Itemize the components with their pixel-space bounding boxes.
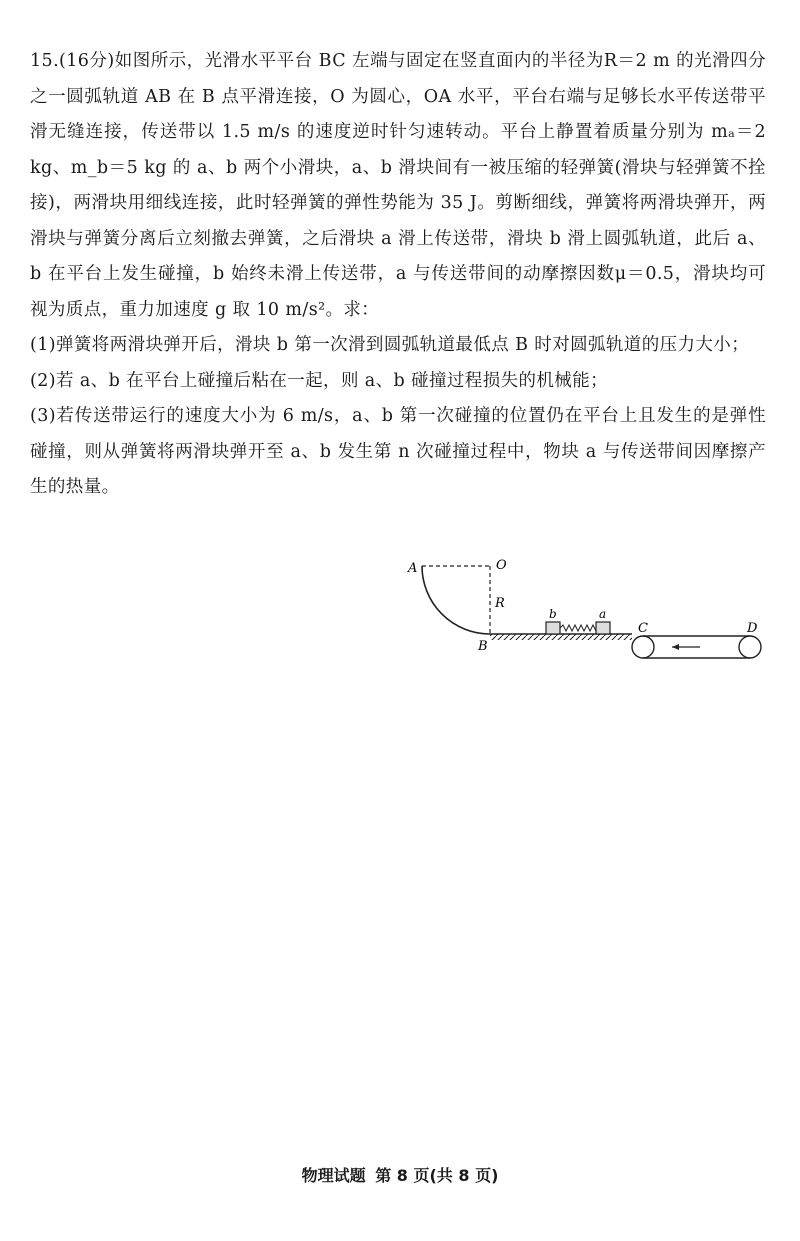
spring	[560, 625, 599, 631]
footer-subject: 物理试题	[301, 1166, 366, 1185]
label-d-point: D	[747, 621, 758, 636]
label-a-point: A	[408, 561, 418, 576]
physics-figure	[400, 552, 770, 672]
platform-hatch	[490, 634, 632, 640]
footer-page: 第 8 页(共 8 页)	[375, 1166, 499, 1185]
label-o-point: O	[496, 558, 507, 573]
pulley-d	[739, 636, 761, 658]
label-c-point: C	[638, 621, 648, 636]
problem-stem	[30, 44, 766, 328]
block-a	[596, 622, 610, 634]
arc-track	[422, 566, 490, 634]
problem-number: 15.	[30, 51, 60, 71]
arrow-head-icon	[672, 644, 679, 650]
page-footer	[0, 1163, 800, 1186]
figure-svg	[400, 552, 770, 672]
problem-15	[30, 44, 766, 506]
problem-stem-text: 如图所示，光滑水平平台 BC 左端与固定在竖直面内的半径为R＝2 m 的光滑四分之一圆弧轨道 AB 在 B 点平滑连接，O 为圆心，OA 水平，平台右端与足够长水平传送带平滑无缝连接，传送带以 1.5 m/s 的速度逆时针匀速转动。平台上静置着质量分别为 mₐ＝2 kg、m_b＝5 kg 的 a、b 两个小滑块，a、b 滑块间有一被压缩的轻弹簧(滑块与轻弹簧不拴接)，两滑块用细线连接，此时轻弹簧的弹性势能为 35 J。剪断细线，弹簧将两滑块弹开，两滑块与弹簧分离后立刻撤去弹簧，之后滑块 a 滑上传送带，滑块 b 滑上圆弧轨道，此后 a、b 在平台上发生碰撞，b 始终未滑上传送带，a 与传送带间的动摩擦因数μ＝0.5，滑块均可视为质点，重力加速度 g 取 10 m/s²。求：	[30, 51, 766, 320]
block-b	[546, 622, 560, 634]
label-b-point: B	[478, 639, 488, 654]
question-1: (1)弹簧将两滑块弹开后，滑块 b 第一次滑到圆弧轨道最低点 B 时对圆弧轨道的压力大小；	[30, 335, 750, 355]
pulley-c	[632, 636, 654, 658]
question-3: (3)若传送带运行的速度大小为 6 m/s，a、b 第一次碰撞的位置仍在平台上且发生的是弹性碰撞，则从弹簧将两滑块弹开至 a、b 发生第 n 次碰撞过程中，物块 a 与传送带间因摩擦产生的热量。	[30, 406, 766, 497]
question-2: (2)若 a、b 在平台上碰撞后粘在一起，则 a、b 碰撞过程损失的机械能；	[30, 370, 609, 391]
problem-score: (16分)	[59, 51, 115, 71]
label-block-b: b	[549, 607, 557, 621]
label-block-a: a	[599, 607, 607, 621]
label-radius: R	[495, 596, 505, 611]
